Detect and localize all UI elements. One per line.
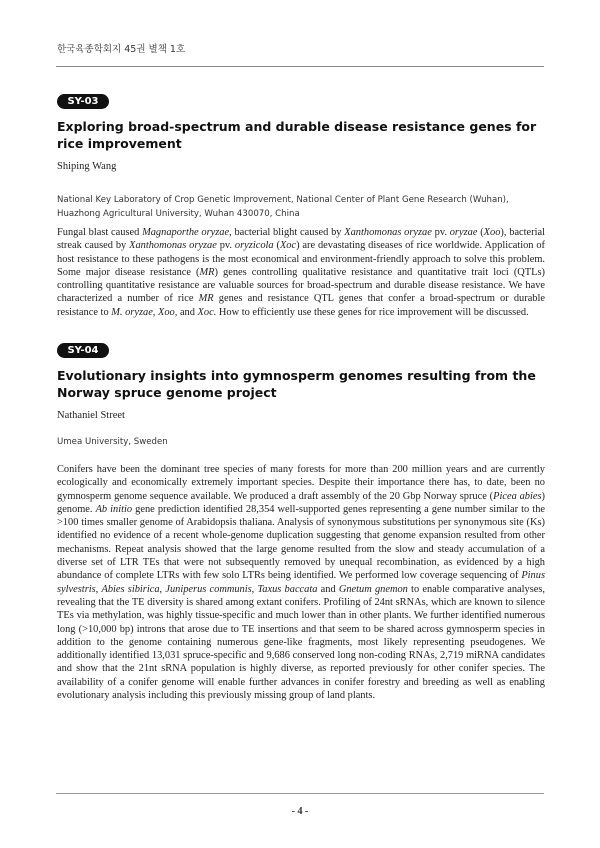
italic-term: Juniperus communis bbox=[165, 583, 252, 595]
abstract-text-run: pv. bbox=[216, 240, 235, 252]
italic-term: MR bbox=[199, 266, 215, 278]
abstract-text-run: genes and resistance QTL genes that confer a broad-spectrum or durable resistance to bbox=[57, 293, 545, 318]
italic-term: Xoc. bbox=[197, 306, 217, 318]
abstract-text-run: gene prediction identified 28,354 well-supported genes representing a gene number similar to the >100 times smaller genome of Arabidopsis thaliana. Analysis of synonymous substitutions per synonymous site (Ks) identified no evidence of a recent whole-genome duplication suggesting that genome expansion resulted from other mechanisms. Repeat analysis showed that the large genome resulted from the slow and steady accumulation of a diverse set of LTR TEs that were not subsequently removed by unequal recombination, as evidenced by a high abundance of complete LTRs with few solo LTRs being identified. We performed low coverage sequencing of bbox=[57, 503, 546, 582]
abstract-text-run: ( bbox=[273, 240, 280, 252]
abstract-sy04 bbox=[57, 463, 545, 702]
abstract-text-run: , bacterial blight caused by bbox=[229, 227, 345, 238]
italic-term: Xoc bbox=[279, 240, 297, 252]
italic-term: Picea abies bbox=[493, 490, 542, 502]
italic-term: Xanthomonas oryzae bbox=[129, 240, 217, 252]
abstract-text-run: , bbox=[95, 583, 102, 595]
abstract-text-run: to enable comparative analyses, revealing that the TE diversity is shared among extant conifers. Profiling of 24nt sRNAs, which are known to silence TEs via methylation, was highly tissue-specific and much lower than in other plants. We further identified numerous long (>10,000 bp) introns that arose due to TE insertions and that seem to be shared across gymnosperm species in addition to the genome containing numerous gene-like fragments, most likely representing pseudogenes. We additionally identified 13,031 spruce-specific and 9,686 conserved long non-coding RNAs, 2,719 miRNA candidates and show that the 21nt sRNA population is highly diverse, as reported previously for other conifer species. The availability of a conifer genome will enable further advances in conifer forestry and breeding as well as enabling evolutionary analysis including this previously missing group of land plants. bbox=[57, 583, 546, 702]
abstract-text-run: How to efficiently use these genes for rice improvement will be discussed. bbox=[216, 306, 529, 318]
abstract-text-run: Conifers have been the dominant tree species of many forests for more than 200 million years and are currently ecologically and economically extremely important species. Despite their importance there has, to date, been no gymnosperm genome sequence available. We produced a draft assembly of the 20 Gbp Norway spruce ( bbox=[57, 464, 545, 502]
italic-term: oryzae bbox=[449, 227, 478, 238]
header-divider bbox=[56, 66, 544, 67]
italic-term: Magnaporthe oryzae bbox=[142, 227, 230, 238]
affiliation-sy04: Umea University, Sweden bbox=[57, 437, 168, 447]
italic-term: oryzicola bbox=[234, 240, 274, 252]
abstract-text-run: and bbox=[317, 583, 339, 595]
abstract-text-run: , bbox=[159, 583, 166, 595]
footer-divider bbox=[56, 793, 544, 794]
author-sy04: Nathaniel Street bbox=[57, 410, 125, 421]
paper-title-sy04: Evolutionary insights into gymnosperm genomes resulting from the Norway spruce genome project bbox=[57, 368, 536, 400]
italic-term: Gnetum gnemon bbox=[338, 583, 408, 595]
author-sy03: Shiping Wang bbox=[57, 161, 117, 172]
journal-header: 한국육종학회지 45권 별책 1호 bbox=[57, 44, 186, 55]
abstract-text-run: Fungal blast caused bbox=[57, 227, 143, 238]
abstract-text-run: ) genome. bbox=[57, 490, 545, 515]
italic-term: Pinus sylvestris bbox=[57, 570, 545, 595]
abstract-text-run: and bbox=[177, 306, 198, 318]
abstract-text-run: , bbox=[251, 583, 258, 595]
abstract-sy03 bbox=[57, 226, 545, 319]
italic-term: Abies sibirica bbox=[101, 583, 160, 595]
italic-term: M. oryzae, Xoo, bbox=[111, 306, 178, 318]
italic-term: MR bbox=[198, 293, 214, 305]
italic-term: Xanthomonas oryzae bbox=[344, 227, 432, 238]
affiliation-sy03: National Key Laboratory of Crop Genetic Improvement, National Center of Plant Gene Research (Wuhan), Huazhong Agricultural University, Wuhan 430070, China bbox=[57, 195, 509, 219]
italic-term: Xoo bbox=[483, 227, 501, 238]
italic-term: Taxus baccata bbox=[257, 583, 318, 595]
abstract-text-run: pv. bbox=[431, 227, 450, 238]
paper-title-sy03: Exploring broad-spectrum and durable disease resistance genes for rice improvement bbox=[57, 119, 537, 151]
abstract-text-run: ( bbox=[477, 227, 484, 238]
italic-term: Ab initio bbox=[95, 503, 133, 515]
abstract-text-run: ) are devastating diseases of rice worldwide. Application of host resistance to these pathogens is the most economical and environment-friendly approach to solve this problem. Some major disease resistance ( bbox=[57, 240, 546, 278]
abstract-text-run: ), bacterial streak caused by bbox=[57, 227, 546, 252]
section-badge-sy03: SY-03 bbox=[57, 94, 109, 109]
abstract-text-run: ) genes controlling qualitative resistance and quantitative trait loci (QTLs) controlling quantitative resistance are valuable sources for broad-spectrum and durable disease resistance. We have characterized a number of rice bbox=[57, 266, 545, 305]
section-badge-sy04: SY-04 bbox=[57, 343, 109, 358]
page-number: - 4 - bbox=[291, 806, 309, 817]
